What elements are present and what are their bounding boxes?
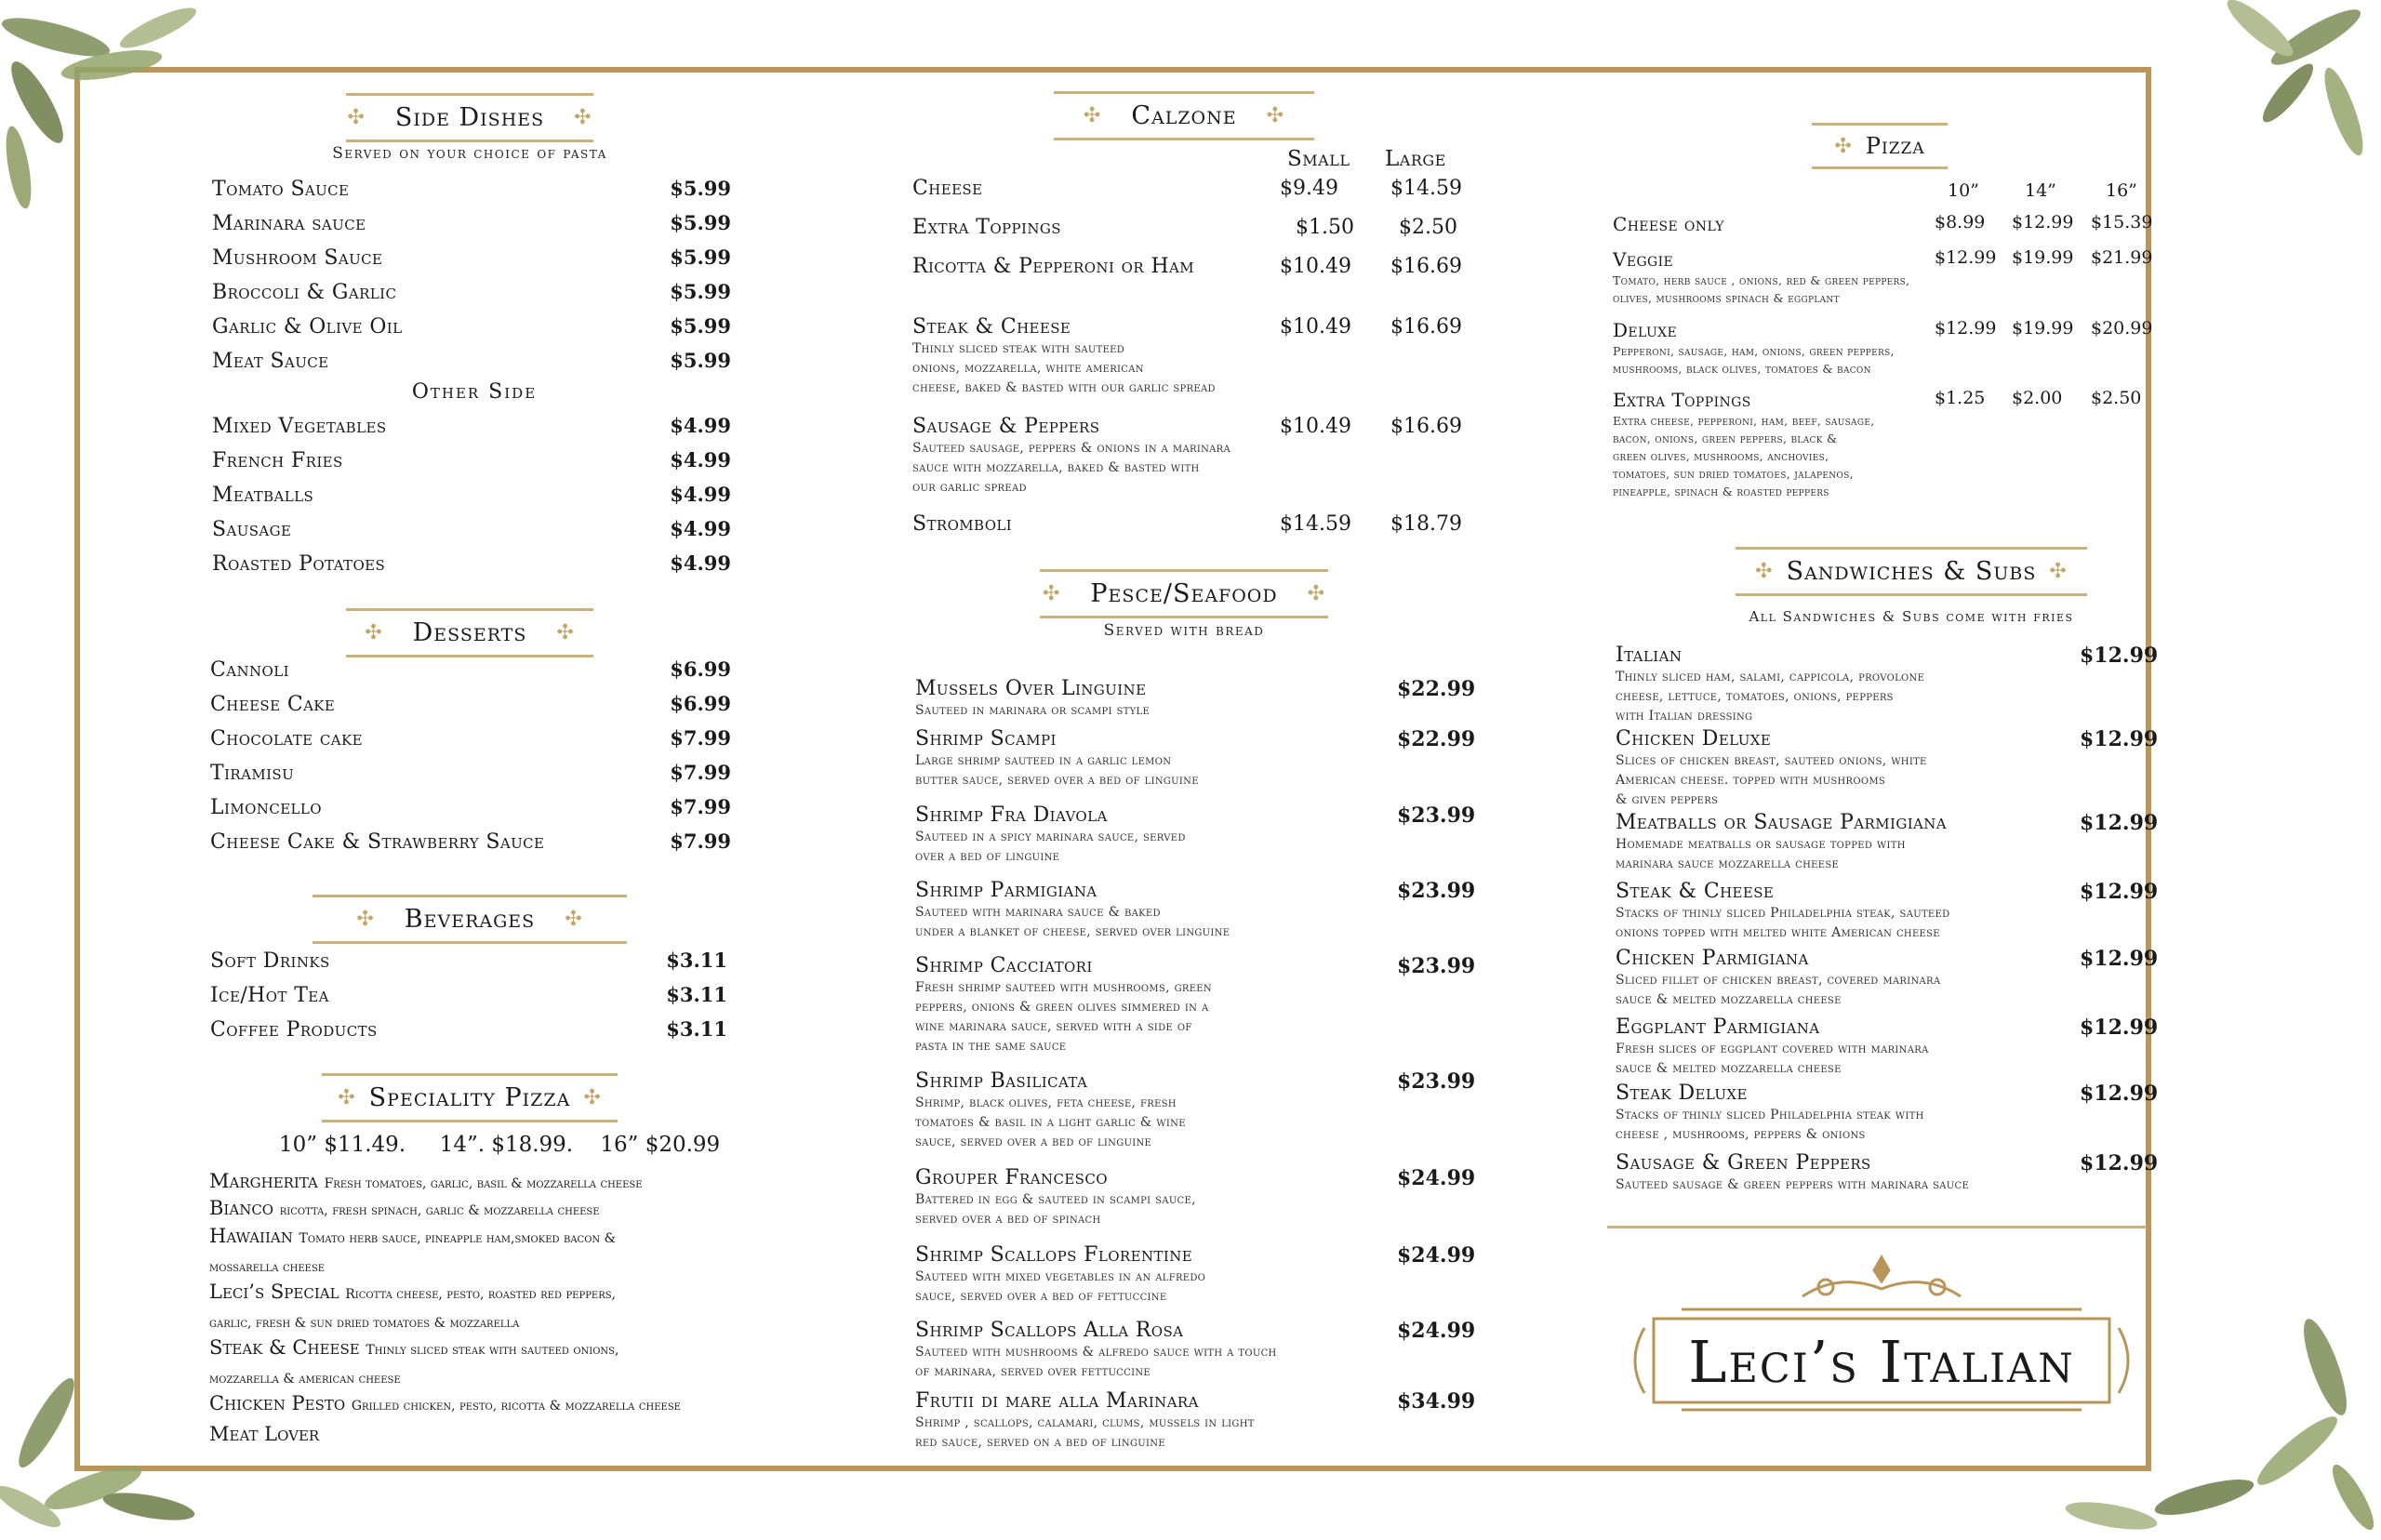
menu-item [210,726,731,750]
olive-branch-icon [2158,0,2381,177]
menu-item [212,448,731,472]
fleur-ornament-icon: ✣ [565,908,583,931]
item-description-cont [209,1254,325,1276]
menu-item [212,349,731,373]
item-name: Coffee Products [210,1018,378,1042]
item-price: $2.00 [2012,388,2063,408]
item-price: $12.99 [2012,212,2074,232]
menu-item [210,949,727,973]
item-price-small: $9.49 [1280,177,1338,200]
pizza-size-14: 14” [2025,180,2056,201]
item-name: Deluxe [1613,319,1678,341]
speciality-pizza-item [209,1336,739,1359]
menu-item [915,727,1481,790]
menu-item [915,1243,1481,1307]
menu-item [1616,1151,2163,1195]
speciality-pizza-item [209,1225,739,1247]
item-name: Bianco [209,1197,274,1219]
item-description: Sauteed in marinara or scampi style [915,703,1151,718]
item-description: served over a bed of spinach [915,1212,1101,1227]
item-price: $24.99 [1397,1319,1476,1343]
calzone-col-large: Large [1385,147,1446,171]
item-description: our garlic spread [912,480,1027,495]
item-name: Shrimp Scampi [915,727,1057,750]
menu-item [212,314,731,339]
fleur-ornament-icon: ✣ [1307,582,1326,605]
item-name: Extra Toppings [1613,389,1751,411]
sandwiches-title: Sandwiches & Subs [1786,557,2037,586]
item-price-small: $10.49 [1280,415,1351,438]
item-price: $23.99 [1397,954,1476,978]
calzone-item [912,415,1470,498]
item-description: mushrooms, black olives, tomatoes & bacon [1613,362,1871,376]
item-price-large: $16.69 [1390,315,1462,339]
other-side-title: Other Side [411,380,538,404]
menu-item [210,830,731,854]
pizza-header [1812,123,1948,169]
item-name: Broccoli & Garlic [212,281,397,304]
item-name: Meat Lover [209,1423,320,1445]
item-description: Sauteed with marinara sauce & baked [915,905,1161,920]
item-name: Shrimp Scallops Florentine [915,1243,1193,1267]
item-name: Cheese [912,177,983,200]
menu-item [1616,1082,2163,1145]
item-description: Battered in egg & sauteed in scampi sauce, [915,1192,1196,1207]
menu-item [212,177,731,201]
item-description: sauce & melted mozzarella cheese [1616,1061,1842,1076]
item-price: $19.99 [2012,318,2074,339]
restaurant-logo [1616,1254,2147,1421]
item-price: $7.99 [670,761,731,784]
item-price: $4.99 [670,517,731,540]
pizza-title: Pizza [1865,133,1925,159]
item-name: French Fries [212,449,343,472]
calzone-header [1054,91,1314,140]
olive-branch-icon [0,0,223,214]
item-description: wine marinara sauce, served with a side of [915,1019,1192,1034]
item-description-cont [209,1365,401,1387]
item-name: Meatballs [212,484,314,507]
item-price-small: $10.49 [1280,315,1351,339]
item-price: $20.99 [2091,318,2153,339]
item-price: $12.99 [2080,1151,2159,1175]
item-name: Steak & Cheese [1616,880,1775,903]
menu-item [212,414,731,438]
item-price: $24.99 [1397,1166,1476,1190]
logo-text: Leci’s Italian [1688,1328,2075,1396]
item-name: Sausage & Green Peppers [1616,1151,1871,1175]
menu-item [915,879,1481,942]
speciality-pizza-item [209,1170,739,1192]
item-description: tomatoes, sun dried tomatoes, jalapenos, [1613,467,1854,481]
item-description: butter sauce, served over a bed of linguine [915,773,1199,788]
item-price: $12.99 [2080,727,2159,751]
item-description: cheese, lettuce, tomatoes, onions, peppers [1616,689,1894,704]
item-description: Stacks of thinly sliced Philadelphia steak with [1616,1108,1924,1122]
calzone-col-small: Small [1287,147,1350,171]
item-name: Chicken Deluxe [1616,727,1772,750]
item-name: Steak & Cheese [912,315,1071,339]
sandwiches-subtitle: All Sandwiches & Subs come with fries [1749,608,2074,625]
item-price: $2.50 [2091,388,2142,408]
item-name: Steak & Cheese [209,1336,360,1359]
item-description: Thinly sliced steak with sauteed [912,341,1125,356]
item-name: Margherita [209,1170,318,1192]
speciality-pizza-sizes: 10” $11.49. 14”. $18.99. 16” $20.99 [279,1133,721,1157]
item-description: Fresh slices of eggplant covered with marinara [1616,1042,1929,1056]
item-name: Cheese Cake [210,693,336,716]
item-description: Sauteed in a spicy marinara sauce, served [915,830,1186,844]
item-description: olives, mushrooms spinach & eggplant [1613,291,1840,305]
menu-item [212,246,731,270]
item-name: Chocolate cake [210,727,363,750]
item-name: Mussels Over Linguine [915,677,1147,700]
menu-item [210,761,731,785]
desserts-header [346,608,593,657]
item-price: $12.99 [1935,247,1997,268]
seafood-subtitle: Served with bread [1103,621,1265,640]
menu-item [915,1069,1481,1152]
fleur-ornament-icon: ✣ [1042,582,1061,605]
menu-item [915,677,1481,721]
item-description: onions topped with melted white American cheese [1616,925,1940,940]
item-name: Leci’s Special [209,1281,339,1303]
fleur-ornament-icon: ✣ [1755,560,1774,583]
item-price: $21.99 [2091,247,2153,268]
item-description: of marinara, served over fettuccine [915,1364,1151,1379]
item-price: $8.99 [1935,212,1986,232]
menu-item [212,517,731,541]
item-name: Roasted Potatoes [212,552,386,576]
item-price-large: $2.50 [1399,216,1457,239]
item-description: Sauteed sausage, peppers & onions in a marinara [912,441,1230,456]
menu-item [210,692,731,716]
calzone-item [912,315,1470,398]
item-name: Steak Deluxe [1616,1082,1748,1105]
item-price: $12.99 [2080,880,2159,904]
item-price: $24.99 [1397,1243,1476,1268]
speciality-pizza-title: Speciality Pizza [368,1083,571,1112]
item-price: $4.99 [670,551,731,575]
item-description: & given peppers [1616,792,1719,807]
beverages-header [313,895,627,944]
item-name: Sausage [212,518,292,541]
item-price: $15.39 [2091,212,2153,232]
item-name: Chicken Pesto [209,1392,346,1414]
pizza-item [1613,247,2171,307]
item-description: cheese, baked & basted with our garlic spread [912,380,1216,395]
menu-item [210,795,731,819]
pizza-size-16: 16” [2106,180,2137,201]
item-description: Shrimp, black olives, feta cheese, fresh [915,1095,1177,1110]
fleur-ornament-icon: ✣ [1834,134,1853,158]
item-name: Meatballs or Sausage Parmigiana [1616,811,1948,834]
item-name: Italian [1616,644,1683,667]
calzone-item [912,216,1470,240]
item-name: Chicken Parmigiana [1616,947,1809,970]
fleur-ornament-icon: ✣ [356,908,375,931]
item-price: $4.99 [670,448,731,471]
seafood-title: Pesce/Seafood [1090,579,1278,608]
menu-item [1616,880,2163,943]
speciality-pizza-item [209,1423,739,1445]
item-price: $5.99 [670,349,731,372]
fleur-ornament-icon: ✣ [347,106,366,129]
item-name: Garlic & Olive Oil [212,315,403,339]
seafood-header [1040,569,1328,618]
item-price: $12.99 [2080,811,2159,835]
pizza-item [1613,318,2171,378]
desserts-title: Desserts [412,618,527,647]
item-price: $5.99 [670,177,731,200]
item-description: pineapple, spinach & roasted peppers [1613,485,1829,498]
item-price: $12.99 [2080,947,2159,971]
item-description: onions, mozzarella, white american [912,361,1144,376]
item-description: red sauce, served on a bed of linguine [915,1435,1165,1450]
item-price: $4.99 [670,483,731,506]
item-price-large: $18.79 [1390,512,1462,536]
menu-item [210,1017,727,1042]
item-name: Cannoli [210,658,289,682]
calzone-item [912,255,1470,279]
item-price-large: $16.69 [1390,415,1462,438]
item-price-small: $14.59 [1280,512,1351,536]
item-description: sauce, served over a bed of linguine [915,1135,1152,1149]
item-description: Grilled chicken, pesto, ricotta & mozzarella cheese [351,1399,681,1414]
item-description: Sauteed sausage & green peppers with marinara sauce [1616,1177,1970,1192]
item-name: Ice/Hot Tea [210,984,329,1007]
item-description: green olives, mushrooms, anchovies, [1613,449,1829,463]
item-name: Frutii di mare alla Marinara [915,1389,1199,1413]
item-price: $5.99 [670,211,731,234]
item-price-large: $14.59 [1390,177,1462,200]
item-description: Tomato herb sauce, pineapple ham,smoked bacon & [299,1231,617,1246]
menu-item [212,483,731,507]
item-price: $7.99 [670,726,731,750]
item-name: Cheese only [1613,213,1724,235]
item-price: $7.99 [670,830,731,853]
speciality-pizza-header [322,1073,618,1122]
speciality-pizza-item [209,1197,739,1219]
sandwiches-header [1736,547,2087,596]
item-description: pasta in the same sauce [915,1039,1067,1054]
menu-item [210,657,731,682]
item-name: Mushroom Sauce [212,246,383,270]
item-description: Sauteed with mixed vegetables in an alfredo [915,1269,1206,1284]
item-price: $12.99 [2080,644,2159,668]
item-name: Eggplant Parmigiana [1616,1016,1820,1039]
menu-item [915,1319,1481,1382]
item-description: Ricotta cheese, pesto, roasted red peppers, [345,1287,617,1302]
speciality-pizza-item [209,1392,739,1414]
item-description: mossarella cheese [209,1260,326,1275]
item-description: Homemade meatballs or sausage topped with [1616,837,1906,852]
side-dishes-subtitle: Served on your choice of pasta [332,144,607,163]
item-name: Cheese Cake & Strawberry Sauce [210,830,545,854]
item-description: Slices of chicken breast, sauteed onions, white [1616,753,1927,768]
menu-item [212,280,731,304]
item-price: $34.99 [1397,1389,1476,1414]
item-price: $4.99 [670,414,731,437]
item-description: cheese , mushrooms, peppers & onions [1616,1127,1866,1142]
item-price: $3.11 [666,1017,727,1041]
fleur-ornament-icon: ✣ [1266,104,1285,127]
fleur-ornament-icon: ✣ [2049,560,2068,583]
menu-item [1616,1016,2163,1079]
fleur-ornament-icon: ✣ [1083,104,1102,127]
item-name: Meat Sauce [212,350,329,373]
calzone-title: Calzone [1131,101,1237,130]
item-description: sauce, served over a bed of fettuccine [915,1289,1167,1304]
item-price: $7.99 [670,795,731,818]
fleur-ornament-icon: ✣ [365,621,383,644]
menu-item [915,1166,1481,1229]
speciality-pizza-item [209,1281,739,1303]
item-description: Thinly sliced ham, salami, cappicola, provolone [1616,670,1925,684]
item-name: Shrimp Scallops Alla Rosa [915,1319,1184,1342]
menu-item [210,983,727,1007]
menu-item [212,211,731,235]
item-name: Grouper Francesco [915,1166,1108,1189]
item-price: $12.99 [2080,1016,2159,1040]
pizza-item [1613,212,2171,236]
item-price: $6.99 [670,657,731,681]
item-price: $23.99 [1397,879,1476,903]
item-name: Ricotta & Pepperoni or Ham [912,255,1195,278]
item-description: Sliced fillet of chicken breast, covered marinara [1616,973,1941,988]
menu-item [915,954,1481,1056]
item-description: mozzarella & american cheese [209,1372,401,1387]
item-description: Tomato, herb sauce , onions, red & green peppers, [1613,273,1910,287]
olive-branch-icon [0,1348,214,1540]
menu-item [1616,947,2163,1010]
item-description: marinara sauce mozzarella cheese [1616,856,1840,871]
item-description: Fresh shrimp sauteed with mushrooms, green [915,980,1212,995]
item-price: $12.99 [2080,1082,2159,1106]
fleur-ornament-icon: ✣ [556,621,575,644]
menu-item [1616,727,2163,810]
item-description-cont [209,1309,519,1332]
calzone-item [912,512,1470,537]
item-description: garlic, fresh & sun dried tomatoes & mozzarella [209,1316,520,1331]
item-price: $5.99 [670,280,731,303]
item-description: with Italian dressing [1616,709,1753,724]
item-price-small: $1.50 [1296,216,1354,239]
beverages-title: Beverages [404,905,536,934]
item-description: Thinly sliced steak with sauteed onions, [366,1343,619,1358]
item-name: Hawaiian [209,1225,293,1247]
fleur-ornament-icon: ✣ [583,1086,602,1109]
item-description: Pepperoni, sausage, ham, onions, green peppers, [1613,344,1895,358]
menu-item [212,551,731,576]
item-description: Fresh tomatoes, garlic, basil & mozzarella cheese [324,1176,643,1191]
item-description: American cheese. topped with mushrooms [1616,773,1886,788]
item-price: $23.99 [1397,1069,1476,1094]
menu-item [1616,644,2163,726]
item-price: $5.99 [670,314,731,338]
item-name: Shrimp Fra Diavola [915,803,1108,827]
item-description: peppers, onions & green olives simmered in a [915,1000,1209,1015]
item-name: Soft Drinks [210,949,330,973]
item-description: tomatoes & basil in a light garlic & wine [915,1115,1186,1130]
item-description: Large shrimp sauteed in a garlic lemon [915,753,1172,768]
menu-item [915,803,1481,867]
item-name: Shrimp Cacciatori [915,954,1093,977]
item-price: $19.99 [2012,247,2074,268]
item-price: $12.99 [1935,318,1997,339]
item-name: Tiramisu [210,762,295,785]
item-name: Limoncello [210,796,322,819]
fleur-ornament-icon: ✣ [574,106,592,129]
item-description: Stacks of thinly sliced Philadelphia steak, sauteed [1616,906,1950,921]
item-name: Shrimp Parmigiana [915,879,1097,902]
item-description: ricotta, fresh spinach, garlic & mozzarella cheese [279,1203,600,1218]
item-name: Stromboli [912,512,1013,536]
item-price: $3.11 [666,983,727,1006]
item-description: sauce & melted mozzarella cheese [1616,992,1842,1007]
fleur-ornament-icon: ✣ [338,1086,356,1109]
pizza-size-10: 10” [1948,180,1979,201]
menu-item [915,1389,1481,1453]
sandwiches-divider [1607,1226,2147,1228]
item-price: $22.99 [1397,677,1476,701]
menu-item [1616,811,2163,874]
item-name: Marinara sauce [212,212,366,235]
item-name: Shrimp Basilicata [915,1069,1088,1093]
item-price-large: $16.69 [1390,255,1462,278]
side-dishes-title: Side Dishes [394,103,545,132]
item-description: over a bed of linguine [915,849,1060,864]
item-description: Sauteed with mushrooms & alfredo sauce with a touch [915,1345,1277,1360]
item-price: $5.99 [670,246,731,269]
pizza-item [1613,388,2171,500]
item-price-small: $10.49 [1280,255,1351,278]
item-price: $3.11 [666,949,727,972]
item-name: Extra Toppings [912,216,1061,239]
item-price: $1.25 [1935,388,1986,408]
calzone-item [912,177,1470,201]
item-name: Veggie [1613,248,1674,271]
item-name: Mixed Vegetables [212,415,387,438]
item-price: $22.99 [1397,727,1476,751]
item-description: under a blanket of cheese, served over linguine [915,924,1230,939]
item-description: Shrimp , scallops, calamari, clums, mussels in light [915,1415,1255,1430]
item-name: Tomato Sauce [212,178,350,201]
item-name: Sausage & Peppers [912,415,1100,438]
item-description: Extra cheese, pepperoni, ham, beef, sausage, [1613,414,1875,428]
item-price: $6.99 [670,692,731,715]
item-description: bacon, onions, green peppers, black & [1613,431,1838,445]
item-description: sauce with mozzarella, baked & basted with [912,460,1200,475]
side-dishes-header [346,93,593,142]
item-price: $23.99 [1397,803,1476,828]
